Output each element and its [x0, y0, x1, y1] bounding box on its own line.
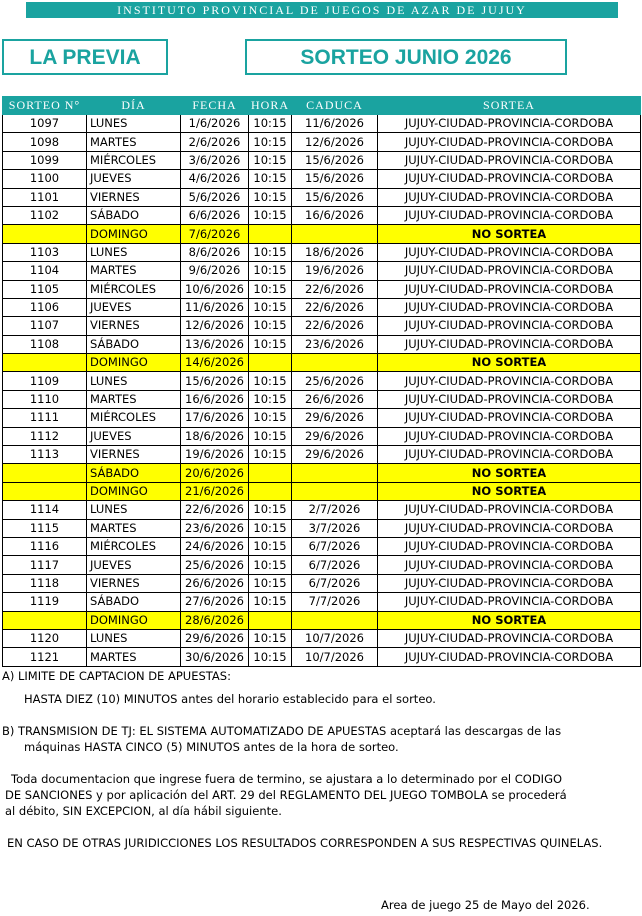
time-cell: 10:15 — [249, 427, 292, 445]
note-b-line: B) TRANSMISION DE TJ: EL SISTEMA AUTOMATIZADO DE APUESTAS aceptará las descargas de las — [2, 724, 562, 738]
expiry-cell: 10/7/2026 — [292, 648, 378, 666]
time-cell: 10:15 — [249, 317, 292, 335]
time-cell: 10:15 — [249, 280, 292, 298]
draw-number-cell: 1100 — [3, 170, 87, 188]
time-cell: 10:15 — [249, 115, 292, 133]
draw-number-cell — [3, 611, 87, 629]
table-row — [3, 206, 641, 224]
date-cell: 19/6/2026 — [181, 446, 249, 464]
draws-cell: JUJUY-CIUDAD-PROVINCIA-CORDOBA — [378, 446, 641, 464]
expiry-cell: 6/7/2026 — [292, 556, 378, 574]
day-cell: MARTES — [87, 390, 181, 408]
time-cell: 10:15 — [249, 593, 292, 611]
draw-number-cell: 1110 — [3, 390, 87, 408]
expiry-cell: 15/6/2026 — [292, 170, 378, 188]
time-cell: 10:15 — [249, 409, 292, 427]
day-cell: MIÉRCOLES — [87, 280, 181, 298]
day-cell: MIÉRCOLES — [87, 151, 181, 169]
draw-number-cell: 1098 — [3, 133, 87, 151]
note-a-title: A) LIMITE DE CAPTACION DE APUESTAS: — [2, 669, 231, 683]
expiry-cell — [292, 482, 378, 500]
table-row — [3, 188, 641, 206]
date-cell: 15/6/2026 — [181, 372, 249, 390]
column-header: CADUCA — [292, 97, 378, 115]
date-cell: 26/6/2026 — [181, 574, 249, 592]
column-header: HORA — [249, 97, 292, 115]
expiry-cell: 2/7/2026 — [292, 501, 378, 519]
draws-cell: JUJUY-CIUDAD-PROVINCIA-CORDOBA — [378, 574, 641, 592]
date-cell: 25/6/2026 — [181, 556, 249, 574]
draw-number-cell: 1114 — [3, 501, 87, 519]
expiry-cell: 12/6/2026 — [292, 133, 378, 151]
column-header: FECHA — [181, 97, 249, 115]
draws-cell: NO SORTEA — [378, 611, 641, 629]
expiry-cell: 29/6/2026 — [292, 446, 378, 464]
expiry-cell: 22/6/2026 — [292, 317, 378, 335]
date-cell: 30/6/2026 — [181, 648, 249, 666]
day-cell: LUNES — [87, 629, 181, 647]
time-cell — [249, 482, 292, 500]
expiry-cell — [292, 464, 378, 482]
column-header: SORTEO N° — [3, 97, 87, 115]
draws-cell: JUJUY-CIUDAD-PROVINCIA-CORDOBA — [378, 519, 641, 537]
draws-cell: JUJUY-CIUDAD-PROVINCIA-CORDOBA — [378, 280, 641, 298]
no-draw-row — [3, 225, 641, 243]
time-cell: 10:15 — [249, 537, 292, 555]
table-row — [3, 519, 641, 537]
date-cell: 22/6/2026 — [181, 501, 249, 519]
day-cell: JUEVES — [87, 170, 181, 188]
date-cell: 6/6/2026 — [181, 206, 249, 224]
expiry-cell: 6/7/2026 — [292, 537, 378, 555]
time-cell — [249, 464, 292, 482]
time-cell: 10:15 — [249, 501, 292, 519]
draws-cell: JUJUY-CIUDAD-PROVINCIA-CORDOBA — [378, 151, 641, 169]
draw-number-cell: 1106 — [3, 298, 87, 316]
day-cell: DOMINGO — [87, 225, 181, 243]
date-cell: 3/6/2026 — [181, 151, 249, 169]
draw-number-cell: 1103 — [3, 243, 87, 261]
draw-number-cell: 1113 — [3, 446, 87, 464]
time-cell: 10:15 — [249, 298, 292, 316]
time-cell — [249, 611, 292, 629]
note-d-line: EN CASO DE OTRAS JURIDICCIONES LOS RESULTADOS CORRESPONDEN A SUS RESPECTIVAS QUINELAS. — [7, 836, 603, 850]
table-row — [3, 556, 641, 574]
date-cell: 20/6/2026 — [181, 464, 249, 482]
draws-cell: JUJUY-CIUDAD-PROVINCIA-CORDOBA — [378, 206, 641, 224]
draws-cell: JUJUY-CIUDAD-PROVINCIA-CORDOBA — [378, 593, 641, 611]
table-row — [3, 151, 641, 169]
expiry-cell: 6/7/2026 — [292, 574, 378, 592]
draws-cell: JUJUY-CIUDAD-PROVINCIA-CORDOBA — [378, 298, 641, 316]
day-cell: MARTES — [87, 519, 181, 537]
table-row — [3, 262, 641, 280]
table-row — [3, 409, 641, 427]
date-cell: 7/6/2026 — [181, 225, 249, 243]
expiry-cell: 29/6/2026 — [292, 427, 378, 445]
date-cell: 8/6/2026 — [181, 243, 249, 261]
note-a-body: HASTA DIEZ (10) MINUTOS antes del horario establecido para el sorteo. — [24, 692, 436, 706]
schedule-title-box: SORTEO JUNIO 2026 — [245, 39, 567, 75]
table-row — [3, 629, 641, 647]
draws-cell: JUJUY-CIUDAD-PROVINCIA-CORDOBA — [378, 556, 641, 574]
game-title-box: LA PREVIA — [2, 39, 168, 75]
date-cell: 10/6/2026 — [181, 280, 249, 298]
table-row — [3, 115, 641, 133]
day-cell: SÁBADO — [87, 464, 181, 482]
no-draw-row — [3, 464, 641, 482]
time-cell: 10:15 — [249, 133, 292, 151]
day-cell: MARTES — [87, 648, 181, 666]
expiry-cell — [292, 354, 378, 372]
day-cell: SÁBADO — [87, 206, 181, 224]
day-cell: JUEVES — [87, 556, 181, 574]
time-cell: 10:15 — [249, 188, 292, 206]
draw-number-cell: 1104 — [3, 262, 87, 280]
draws-cell: JUJUY-CIUDAD-PROVINCIA-CORDOBA — [378, 537, 641, 555]
table-row — [3, 537, 641, 555]
day-cell: VIERNES — [87, 446, 181, 464]
date-cell: 27/6/2026 — [181, 593, 249, 611]
footer-location-date: Area de juego 25 de Mayo del 2026. — [381, 898, 590, 912]
date-cell: 9/6/2026 — [181, 262, 249, 280]
draw-number-cell: 1108 — [3, 335, 87, 353]
time-cell: 10:15 — [249, 446, 292, 464]
draws-cell: JUJUY-CIUDAD-PROVINCIA-CORDOBA — [378, 262, 641, 280]
draw-number-cell: 1111 — [3, 409, 87, 427]
day-cell: SÁBADO — [87, 335, 181, 353]
draw-number-cell: 1102 — [3, 206, 87, 224]
table-header-row — [3, 97, 641, 115]
draws-cell: JUJUY-CIUDAD-PROVINCIA-CORDOBA — [378, 390, 641, 408]
day-cell: LUNES — [87, 372, 181, 390]
table-row — [3, 427, 641, 445]
table-row — [3, 574, 641, 592]
draws-cell: JUJUY-CIUDAD-PROVINCIA-CORDOBA — [378, 629, 641, 647]
table-row — [3, 501, 641, 519]
column-header: SORTEA — [378, 97, 641, 115]
notes-section — [2, 668, 638, 851]
institution-banner: INSTITUTO PROVINCIAL DE JUEGOS DE AZAR DE JUJUY — [26, 2, 618, 18]
table-row — [3, 372, 641, 390]
draws-cell: NO SORTEA — [378, 225, 641, 243]
day-cell: VIERNES — [87, 188, 181, 206]
no-draw-row — [3, 611, 641, 629]
date-cell: 24/6/2026 — [181, 537, 249, 555]
date-cell: 2/6/2026 — [181, 133, 249, 151]
date-cell: 11/6/2026 — [181, 298, 249, 316]
date-cell: 21/6/2026 — [181, 482, 249, 500]
expiry-cell: 29/6/2026 — [292, 409, 378, 427]
expiry-cell — [292, 225, 378, 243]
draws-cell: NO SORTEA — [378, 464, 641, 482]
draw-number-cell: 1097 — [3, 115, 87, 133]
draw-number-cell — [3, 354, 87, 372]
expiry-cell: 15/6/2026 — [292, 188, 378, 206]
time-cell: 10:15 — [249, 335, 292, 353]
expiry-cell: 18/6/2026 — [292, 243, 378, 261]
date-cell: 29/6/2026 — [181, 629, 249, 647]
expiry-cell: 7/7/2026 — [292, 593, 378, 611]
draw-number-cell: 1099 — [3, 151, 87, 169]
date-cell: 4/6/2026 — [181, 170, 249, 188]
date-cell: 14/6/2026 — [181, 354, 249, 372]
date-cell: 1/6/2026 — [181, 115, 249, 133]
draw-number-cell: 1116 — [3, 537, 87, 555]
day-cell: LUNES — [87, 501, 181, 519]
draws-cell: JUJUY-CIUDAD-PROVINCIA-CORDOBA — [378, 409, 641, 427]
expiry-cell: 16/6/2026 — [292, 206, 378, 224]
table-row — [3, 446, 641, 464]
time-cell: 10:15 — [249, 243, 292, 261]
day-cell: MIÉRCOLES — [87, 409, 181, 427]
table-row — [3, 170, 641, 188]
draw-number-cell: 1118 — [3, 574, 87, 592]
table-row — [3, 593, 641, 611]
day-cell: SÁBADO — [87, 593, 181, 611]
draws-cell: JUJUY-CIUDAD-PROVINCIA-CORDOBA — [378, 170, 641, 188]
table-row — [3, 298, 641, 316]
note-c-line: Toda documentacion que ingrese fuera de termino, se ajustara a lo determinado por el CODIGO — [11, 772, 563, 786]
draws-cell: JUJUY-CIUDAD-PROVINCIA-CORDOBA — [378, 133, 641, 151]
date-cell: 28/6/2026 — [181, 611, 249, 629]
expiry-cell: 25/6/2026 — [292, 372, 378, 390]
draws-cell: JUJUY-CIUDAD-PROVINCIA-CORDOBA — [378, 648, 641, 666]
draws-cell: JUJUY-CIUDAD-PROVINCIA-CORDOBA — [378, 317, 641, 335]
day-cell: VIERNES — [87, 317, 181, 335]
note-c-line: al débito, SIN EXCEPCION, al día hábil siguiente. — [5, 804, 282, 818]
draw-number-cell — [3, 482, 87, 500]
time-cell — [249, 354, 292, 372]
expiry-cell: 23/6/2026 — [292, 335, 378, 353]
table-row — [3, 648, 641, 666]
draw-number-cell: 1112 — [3, 427, 87, 445]
column-header: DÍA — [87, 97, 181, 115]
draw-number-cell: 1121 — [3, 648, 87, 666]
table-row — [3, 280, 641, 298]
expiry-cell — [292, 611, 378, 629]
day-cell: DOMINGO — [87, 611, 181, 629]
date-cell: 13/6/2026 — [181, 335, 249, 353]
date-cell: 23/6/2026 — [181, 519, 249, 537]
draw-number-cell: 1109 — [3, 372, 87, 390]
date-cell: 5/6/2026 — [181, 188, 249, 206]
expiry-cell: 26/6/2026 — [292, 390, 378, 408]
table-row — [3, 133, 641, 151]
draws-cell: JUJUY-CIUDAD-PROVINCIA-CORDOBA — [378, 501, 641, 519]
draw-number-cell: 1105 — [3, 280, 87, 298]
time-cell: 10:15 — [249, 372, 292, 390]
draw-schedule-table — [2, 96, 641, 667]
draws-cell: NO SORTEA — [378, 482, 641, 500]
draws-cell: JUJUY-CIUDAD-PROVINCIA-CORDOBA — [378, 372, 641, 390]
expiry-cell: 11/6/2026 — [292, 115, 378, 133]
expiry-cell: 22/6/2026 — [292, 280, 378, 298]
draw-number-cell — [3, 464, 87, 482]
table-row — [3, 335, 641, 353]
time-cell: 10:15 — [249, 629, 292, 647]
draw-number-cell: 1115 — [3, 519, 87, 537]
time-cell: 10:15 — [249, 206, 292, 224]
draw-number-cell: 1119 — [3, 593, 87, 611]
note-c-line: DE SANCIONES y por aplicación del ART. 29 del REGLAMENTO DEL JUEGO TOMBOLA se procederá — [5, 788, 567, 802]
draw-number-cell: 1120 — [3, 629, 87, 647]
expiry-cell: 22/6/2026 — [292, 298, 378, 316]
day-cell: VIERNES — [87, 574, 181, 592]
expiry-cell: 3/7/2026 — [292, 519, 378, 537]
expiry-cell: 10/7/2026 — [292, 629, 378, 647]
draws-cell: JUJUY-CIUDAD-PROVINCIA-CORDOBA — [378, 243, 641, 261]
day-cell: LUNES — [87, 243, 181, 261]
date-cell: 16/6/2026 — [181, 390, 249, 408]
draws-cell: NO SORTEA — [378, 354, 641, 372]
no-draw-row — [3, 354, 641, 372]
no-draw-row — [3, 482, 641, 500]
table-row — [3, 243, 641, 261]
draws-cell: JUJUY-CIUDAD-PROVINCIA-CORDOBA — [378, 188, 641, 206]
day-cell: LUNES — [87, 115, 181, 133]
date-cell: 12/6/2026 — [181, 317, 249, 335]
table-row — [3, 317, 641, 335]
draw-number-cell: 1117 — [3, 556, 87, 574]
day-cell: DOMINGO — [87, 482, 181, 500]
draw-number-cell — [3, 225, 87, 243]
day-cell: JUEVES — [87, 298, 181, 316]
draws-cell: JUJUY-CIUDAD-PROVINCIA-CORDOBA — [378, 335, 641, 353]
draw-number-cell: 1107 — [3, 317, 87, 335]
time-cell: 10:15 — [249, 151, 292, 169]
day-cell: DOMINGO — [87, 354, 181, 372]
note-b-line: máquinas HASTA CINCO (5) MINUTOS antes de la hora de sorteo. — [24, 740, 399, 754]
expiry-cell: 15/6/2026 — [292, 151, 378, 169]
time-cell: 10:15 — [249, 519, 292, 537]
day-cell: MIÉRCOLES — [87, 537, 181, 555]
day-cell: MARTES — [87, 133, 181, 151]
time-cell — [249, 225, 292, 243]
time-cell: 10:15 — [249, 574, 292, 592]
time-cell: 10:15 — [249, 262, 292, 280]
expiry-cell: 19/6/2026 — [292, 262, 378, 280]
draws-cell: JUJUY-CIUDAD-PROVINCIA-CORDOBA — [378, 427, 641, 445]
time-cell: 10:15 — [249, 648, 292, 666]
draws-cell: JUJUY-CIUDAD-PROVINCIA-CORDOBA — [378, 115, 641, 133]
date-cell: 17/6/2026 — [181, 409, 249, 427]
date-cell: 18/6/2026 — [181, 427, 249, 445]
table-row — [3, 390, 641, 408]
day-cell: MARTES — [87, 262, 181, 280]
time-cell: 10:15 — [249, 390, 292, 408]
draw-number-cell: 1101 — [3, 188, 87, 206]
day-cell: JUEVES — [87, 427, 181, 445]
time-cell: 10:15 — [249, 170, 292, 188]
time-cell: 10:15 — [249, 556, 292, 574]
